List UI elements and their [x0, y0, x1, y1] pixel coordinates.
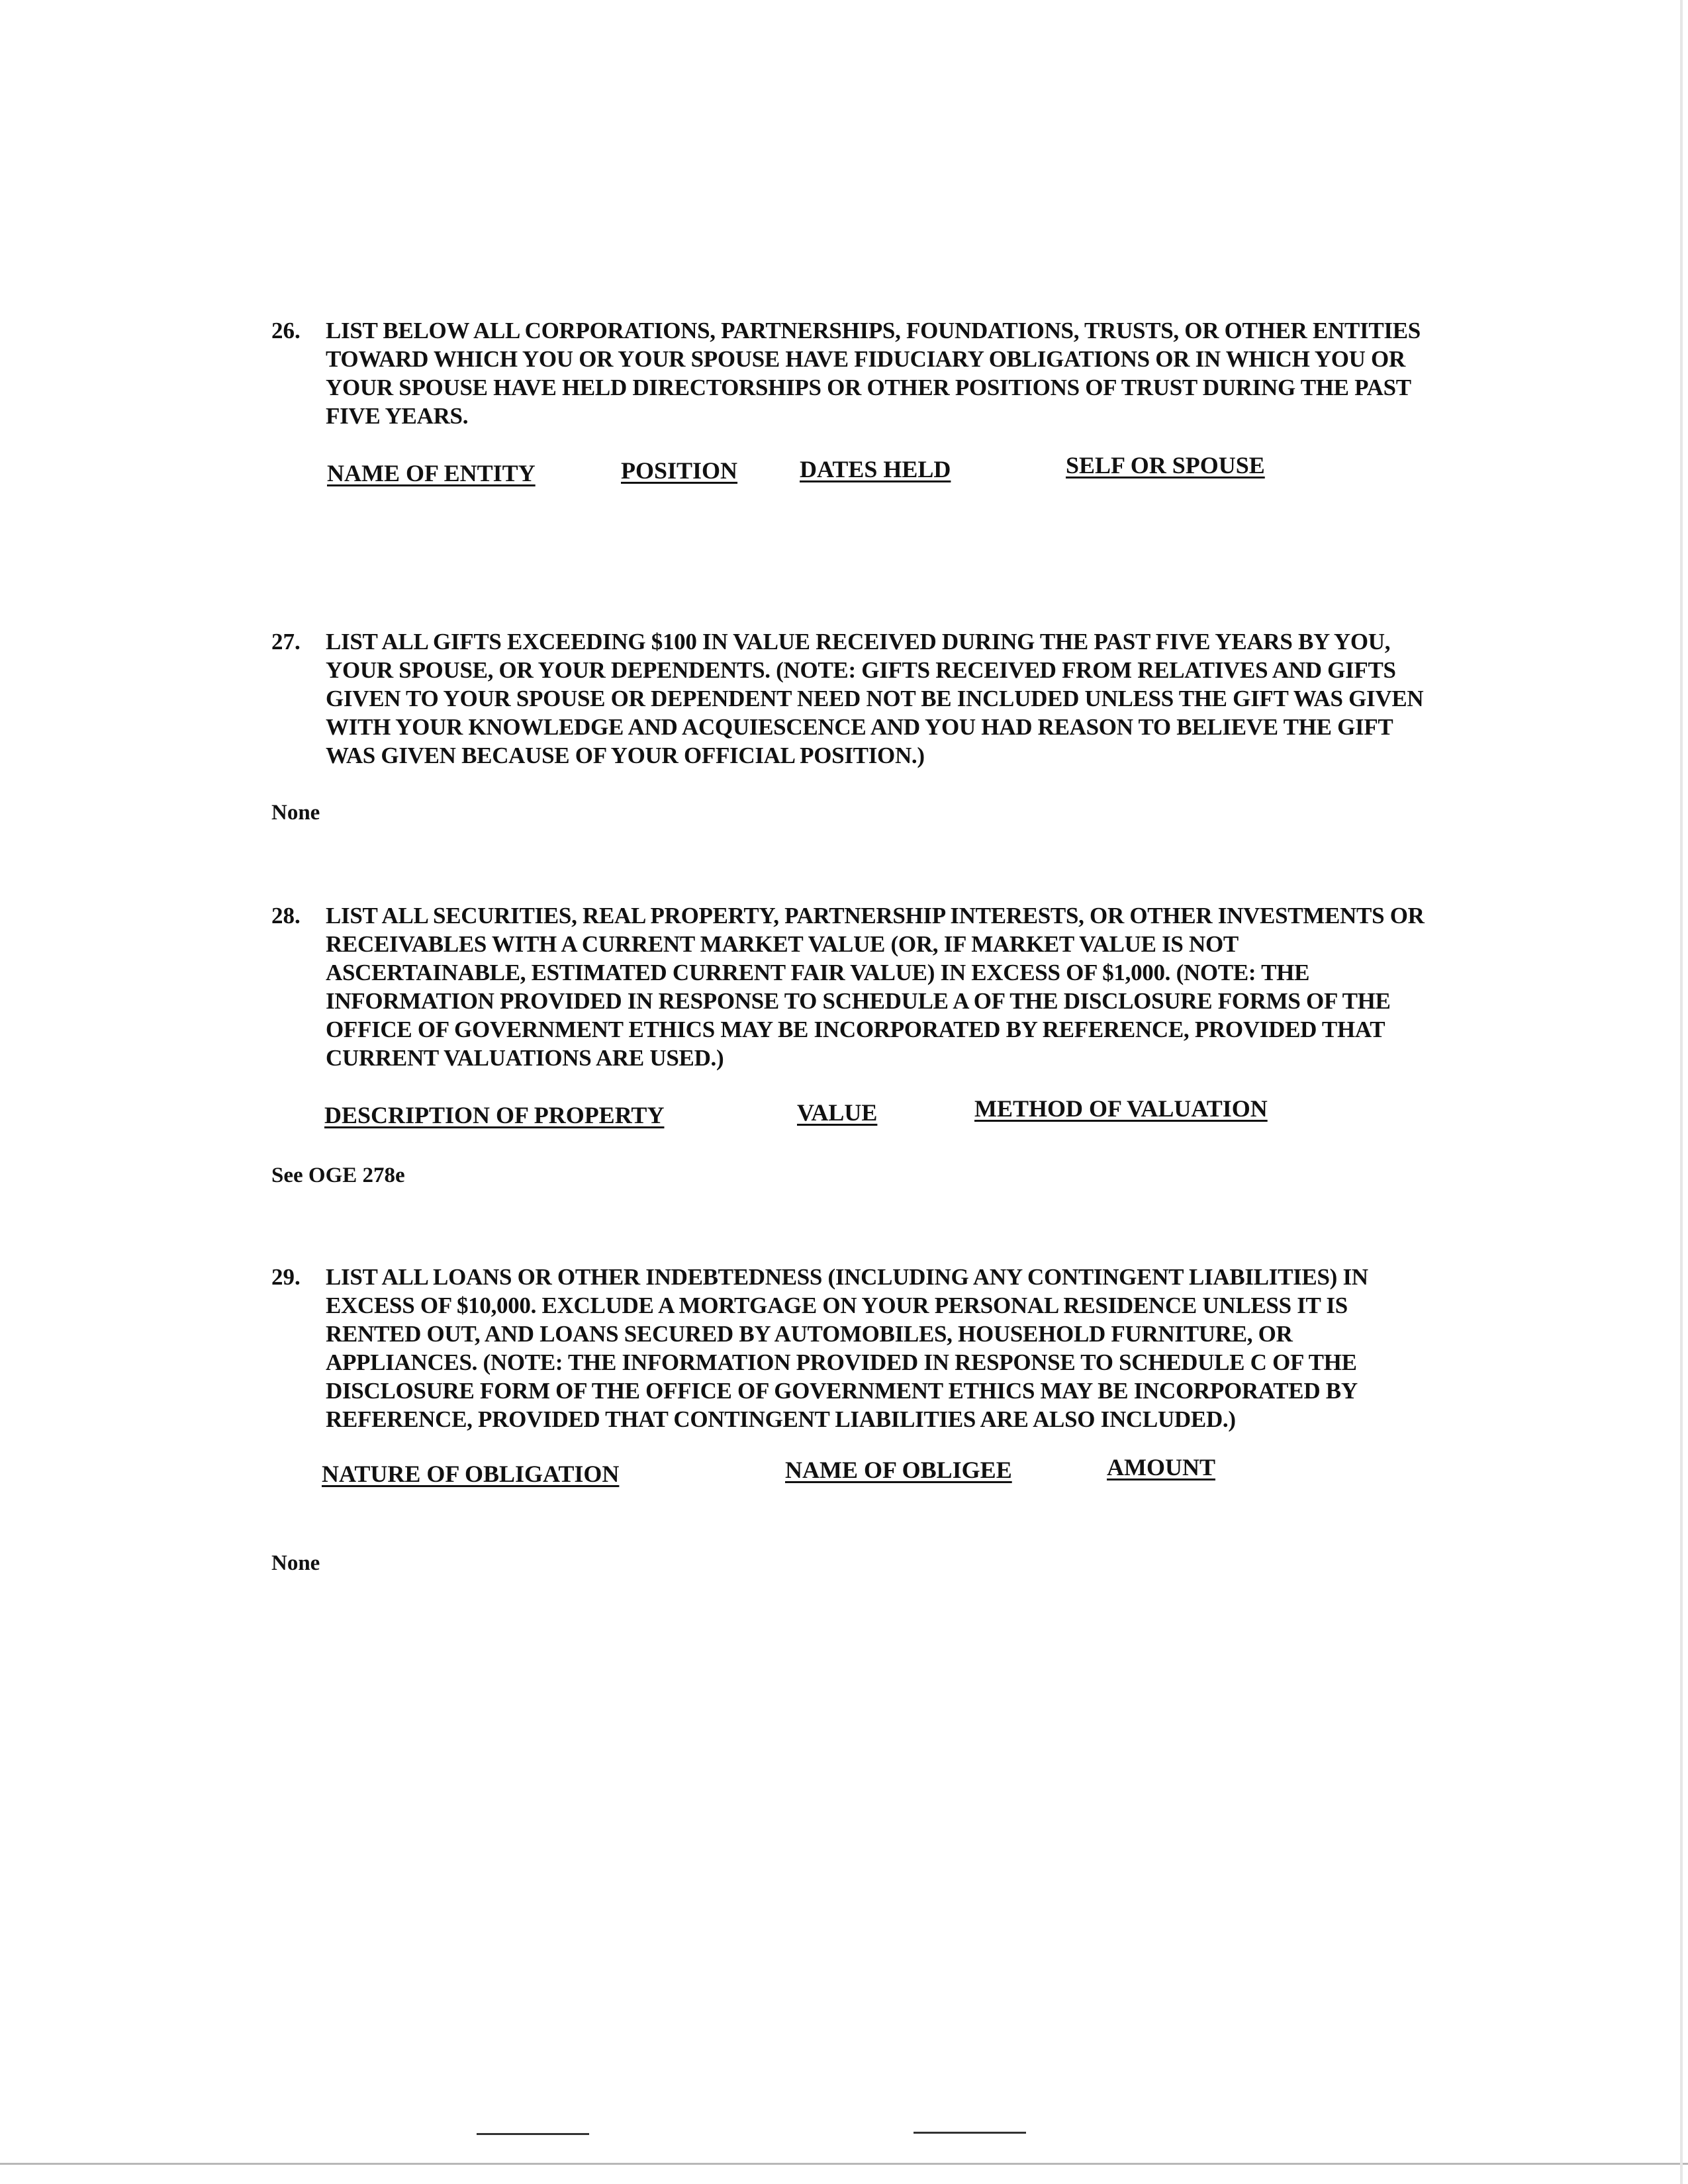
- scan-edge: [1680, 0, 1683, 2184]
- question-26-number: 26.: [271, 318, 301, 343]
- q27-answer: None: [271, 801, 320, 825]
- question-26-text: LIST BELOW ALL CORPORATIONS, PARTNERSHIPS, FOUNDATIONS, TRUSTS, OR OTHER ENTITIES TOWARD WHICH YOU OR YOUR SPOUSE HAVE FIDUCIARY OBLIGATIONS OR IN WHICH YOU OR YOUR SPOUSE HAVE HELD DIRECTORSHIPS OR OTHER POSITIONS OF TRUST DURING THE PAST FIVE YEARS.: [326, 318, 1421, 429]
- q28-column-description-of-property: DESCRIPTION OF PROPERTY: [324, 1102, 665, 1128]
- q29-column-amount: AMOUNT: [1107, 1454, 1215, 1480]
- question-27-text: LIST ALL GIFTS EXCEEDING $100 IN VALUE RECEIVED DURING THE PAST FIVE YEARS BY YOU, YOUR SPOUSE, OR YOUR DEPENDENTS. (NOTE: GIFTS RECEIVED FROM RELATIVES AND GIFTS GIVEN TO YOUR SPOUSE OR DEPENDENT NEED NOT BE INCLUDED UNLESS THE GIFT WAS GIVEN WITH YOUR KNOWLEDGE AND ACQUIESCENCE AND YOU HAD REASON TO BELIEVE THE GIFT WAS GIVEN BECAUSE OF YOUR OFFICIAL POSITION.): [326, 629, 1424, 768]
- q26-column-position: POSITION: [621, 457, 738, 484]
- q26-column-name-of-entity: NAME OF ENTITY: [327, 460, 536, 486]
- scan-artifact-line-1: [477, 2133, 589, 2135]
- scan-artifact-line-2: [914, 2132, 1026, 2134]
- q28-answer: See OGE 278e: [271, 1163, 405, 1187]
- question-29-number: 29.: [271, 1264, 301, 1290]
- page-bottom-rule: [0, 2163, 1688, 2165]
- q29-answer: None: [271, 1551, 320, 1575]
- q29-column-nature-of-obligation: NATURE OF OBLIGATION: [322, 1461, 620, 1487]
- question-27-number: 27.: [271, 629, 301, 655]
- q28-column-value: VALUE: [797, 1099, 878, 1126]
- q29-column-name-of-obligee: NAME OF OBLIGEE: [785, 1457, 1012, 1483]
- q28-column-method-of-valuation: METHOD OF VALUATION: [974, 1095, 1268, 1122]
- q26-column-self-or-spouse: SELF OR SPOUSE: [1066, 452, 1265, 478]
- q26-column-dates-held: DATES HELD: [800, 456, 951, 482]
- question-28-text: LIST ALL SECURITIES, REAL PROPERTY, PARTNERSHIP INTERESTS, OR OTHER INVESTMENTS OR RECEIVABLES WITH A CURRENT MARKET VALUE (OR, IF MARKET VALUE IS NOT ASCERTAINABLE, ESTIMATED CURRENT FAIR VALUE) IN EXCESS OF $1,000. (NOTE: THE INFORMATION PROVIDED IN RESPONSE TO SCHEDULE A OF THE DISCLOSURE FORMS OF THE OFFICE OF GOVERNMENT ETHICS MAY BE INCORPORATED BY REFERENCE, PROVIDED THAT CURRENT VALUATIONS ARE USED.): [326, 903, 1425, 1071]
- question-28-number: 28.: [271, 903, 301, 929]
- question-29-text: LIST ALL LOANS OR OTHER INDEBTEDNESS (INCLUDING ANY CONTINGENT LIABILITIES) IN EXCESS OF $10,000. EXCLUDE A MORTGAGE ON YOUR PERSONAL RESIDENCE UNLESS IT IS RENTED OUT, AND LOANS SECURED BY AUTOMOBILES, HOUSEHOLD FURNITURE, OR APPLIANCES. (NOTE: THE INFORMATION PROVIDED IN RESPONSE TO SCHEDULE C OF THE DISCLOSURE FORM OF THE OFFICE OF GOVERNMENT ETHICS MAY BE INCORPORATED BY REFERENCE, PROVIDED THAT CONTINGENT LIABILITIES ARE ALSO INCLUDED.): [326, 1264, 1368, 1432]
